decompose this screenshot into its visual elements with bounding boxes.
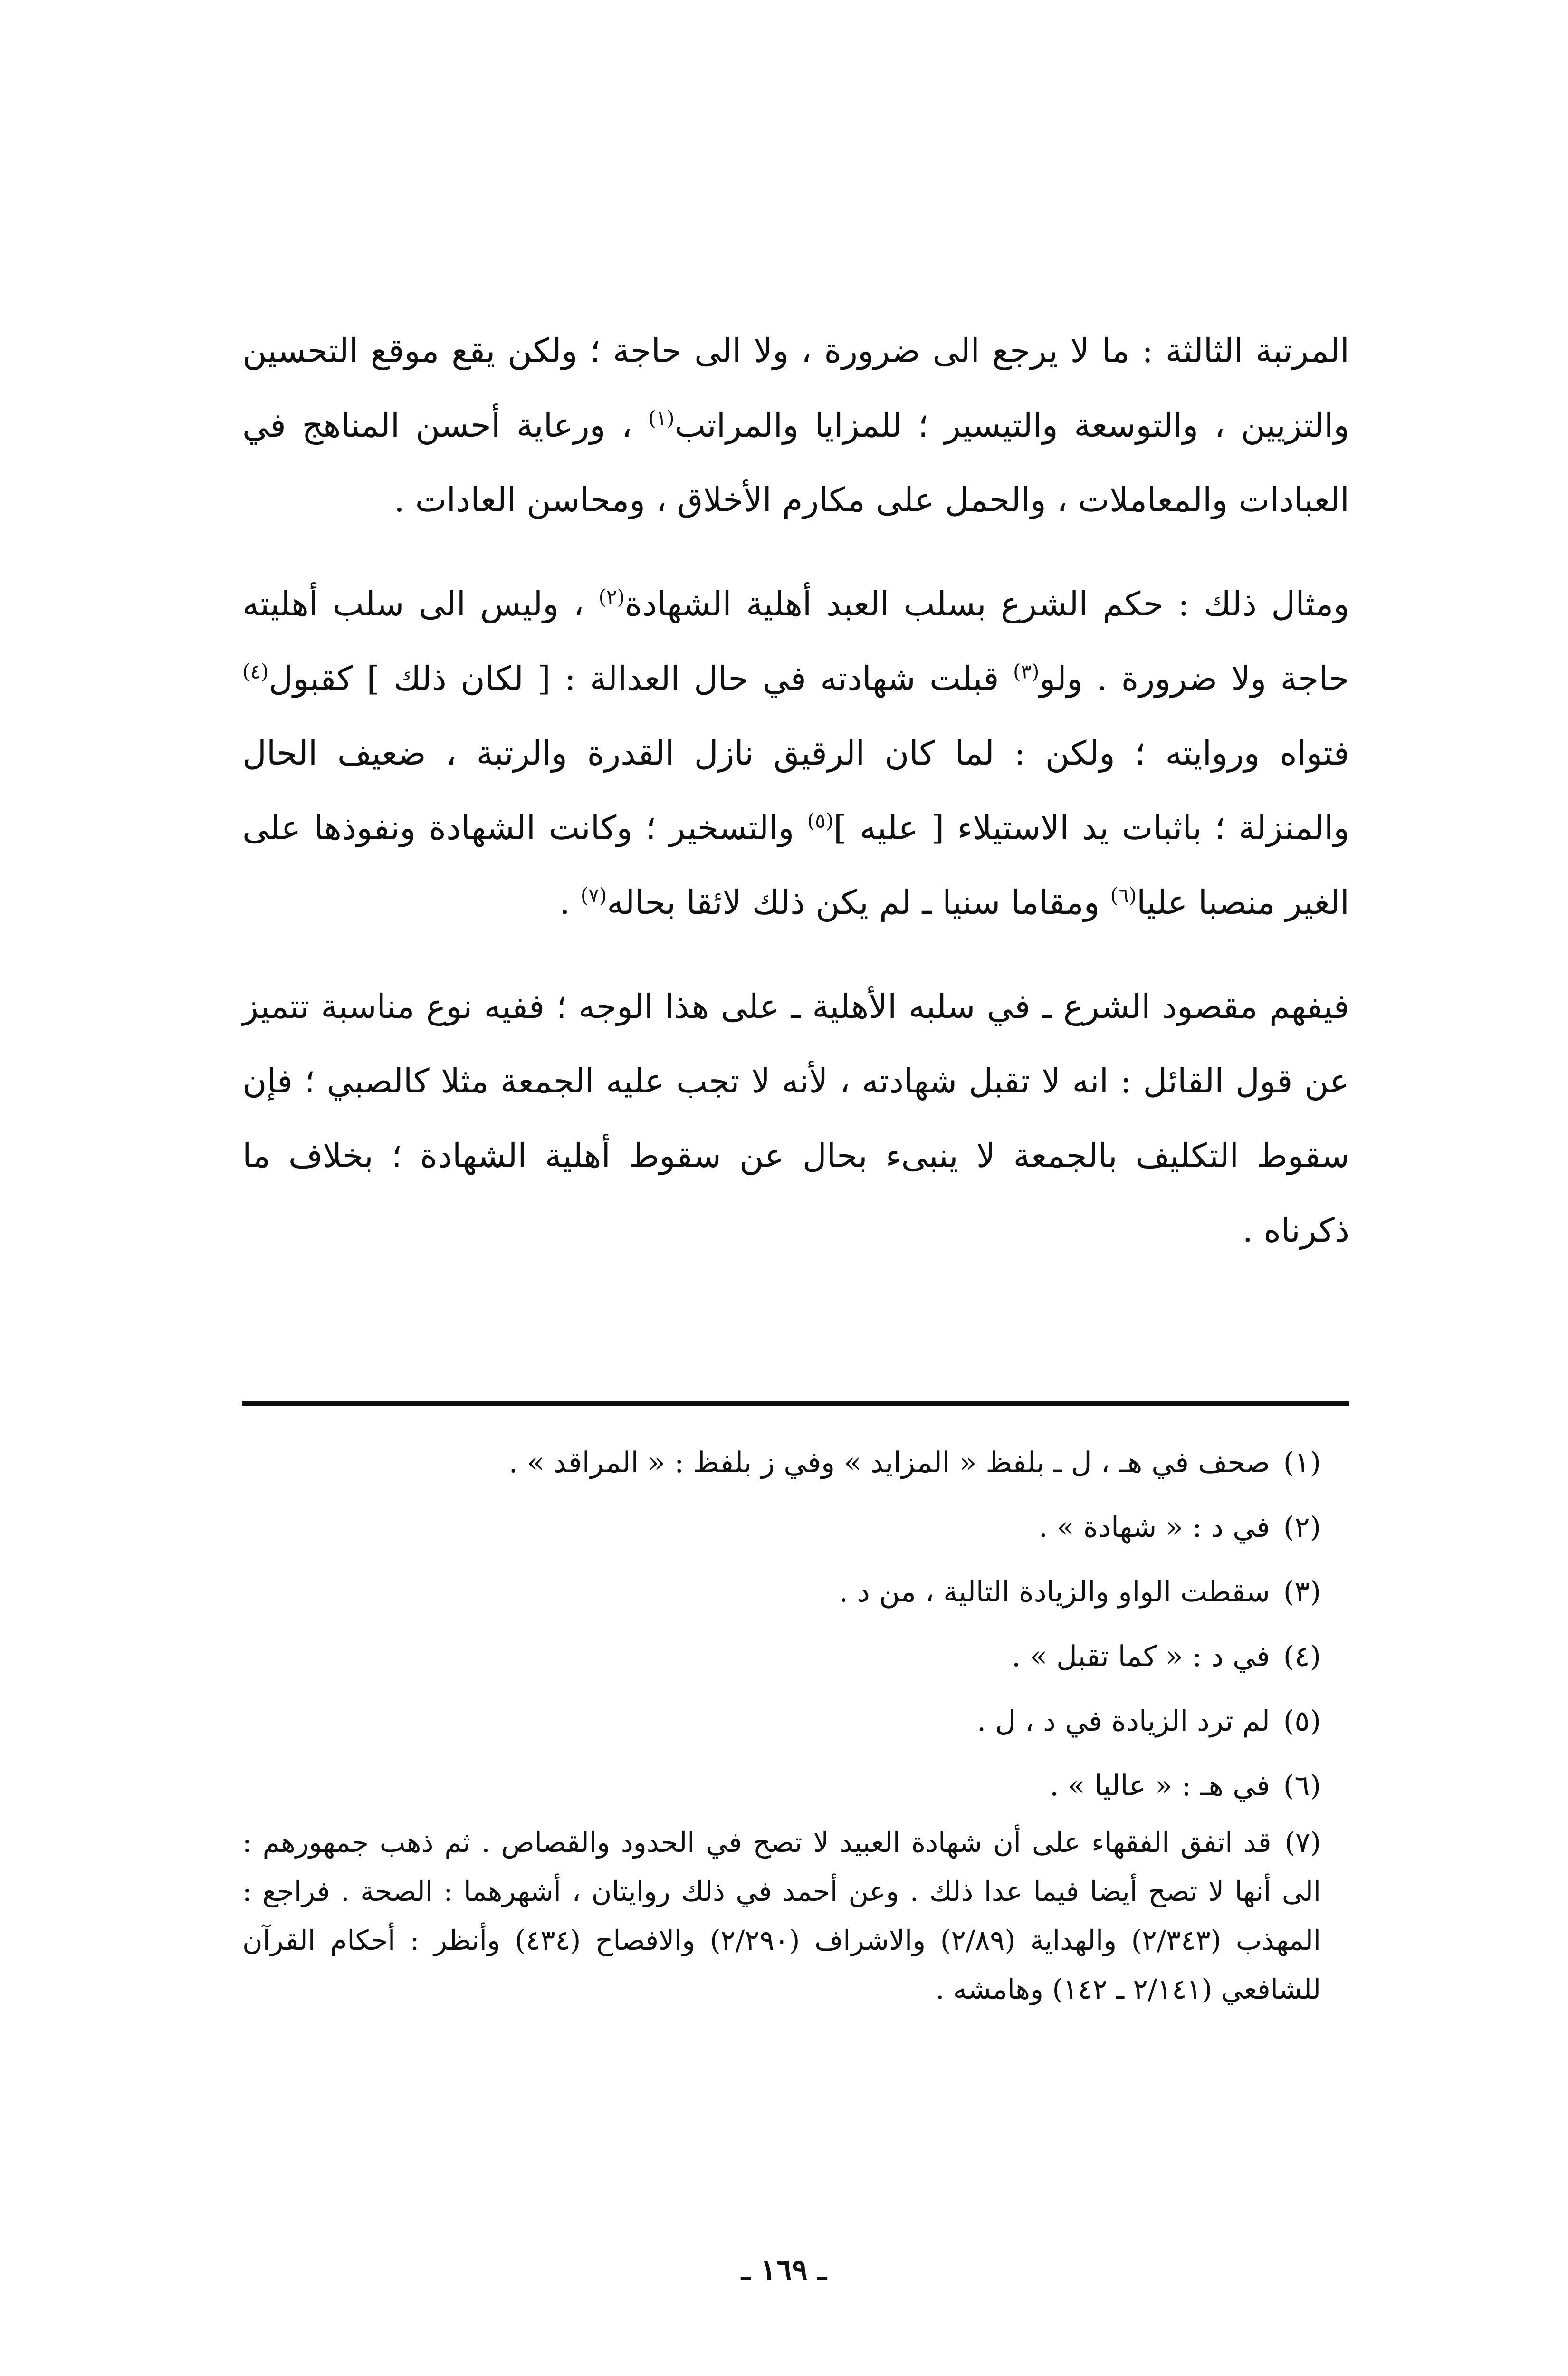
paragraph-text: ، ورعاية أحسن المناهج في العبادات والمعاملات ، والحمل على مكارم الأخلاق ، ومحاسن العادات . — [242, 406, 1349, 519]
footnote-separator — [242, 1401, 1349, 1406]
paragraph-3 — [242, 969, 1349, 1268]
paragraph-text: . — [559, 883, 581, 922]
footnote-reference: (٤) — [242, 660, 269, 683]
footnote-reference: (٣) — [1013, 660, 1040, 683]
paragraph-text: فتواه وروايته ؛ ولكن : لما كان الرقيق نازل القدرة والرتبة ، ضعيف الحال والمنزلة ؛ باثبات يد الاستيلاء [ عليه ] — [242, 734, 1349, 847]
footnote-reference: (٥) — [807, 809, 834, 833]
paragraph-1 — [242, 314, 1349, 537]
footnote-number: (٢) — [1283, 1511, 1321, 1544]
footnote-reference: (٢) — [598, 585, 625, 609]
footnote-1 — [242, 1430, 1349, 1495]
footnote-reference: (٦) — [1110, 883, 1137, 907]
page-number: ـ ١٦٩ ـ — [741, 2252, 827, 2287]
footnote-7 — [242, 1818, 1349, 2014]
footnote-number: (٥) — [1283, 1705, 1321, 1738]
footnote-number: (٣) — [1283, 1575, 1321, 1609]
footnote-text: قد اتفق الفقهاء على أن شهادة العبيد لا تصح في الحدود والقصاص . ثم ذهب جمهورهم : الى أنها لا تصح أيضا فيما عدا ذلك . وعن أحمد في ذلك روايتان ، أشهرهما : الصحة . فراجع : المهذب (٢/٣٤٣) والهداية (٢/٨٩) والاشراف (٢/٢٩٠) والافصاح (٤٣٤) وأنظر : أحكام القرآن للشافعي (٢/١٤١ ـ ١٤٢) وهامشه . — [242, 1826, 1321, 2005]
footnote-number: (٧) — [1284, 1826, 1321, 1859]
footnote-3 — [242, 1560, 1349, 1624]
footnotes — [242, 1430, 1349, 2014]
paragraph-text: ، وليس الى سلب أهليته حاجة ولا ضرورة . ولو — [242, 584, 1349, 698]
paragraph-text: ومقاما سنيا ـ لم يكن ذلك لائقا بحاله — [607, 883, 1110, 922]
footnote-2 — [242, 1495, 1349, 1560]
footnote-5 — [242, 1689, 1349, 1753]
footnote-text: في هـ : « عاليا » . — [1050, 1769, 1270, 1802]
footnote-6 — [242, 1753, 1349, 1818]
paragraph-2 — [242, 567, 1349, 940]
footnote-number: (٦) — [1283, 1769, 1321, 1802]
paragraph-text: المرتبة الثالثة : ما لا يرجع الى ضرورة ، ولا الى حاجة ؛ ولكن يقع موقع التحسين والتزيين ، والتوسعة والتيسير ؛ للمزايا والمراتب — [242, 331, 1349, 445]
footnote-text: في د : « كما تقبل » . — [1012, 1640, 1270, 1673]
paragraph-text: قبلت شهادته في حال العدالة : [ لكان ذلك ] كقبول — [268, 659, 1013, 698]
paragraph-text: فيفهم مقصود الشرع ـ في سلبه الأهلية ـ على هذا الوجه ؛ ففيه نوع مناسبة تتميز عن قول القائل : انه لا تقبل شهادته ، لأنه لا تجب عليه الجمعة مثلا كالصبي ؛ فإن سقوط التكليف بالجمعة لا ينبىء بحال عن سقوط أهلية الشهادة ؛ بخلاف ما ذكرناه . — [242, 987, 1349, 1250]
footnote-text: لم ترد الزيادة في د ، ل . — [977, 1705, 1270, 1738]
footnote-text: صحف في هـ ، ل ـ بلفظ « المزايد » وفي ز بلفظ : « المراقد » . — [508, 1446, 1270, 1479]
footnote-4 — [242, 1624, 1349, 1689]
main-text — [242, 314, 1349, 1297]
footnote-reference: (٧) — [580, 883, 607, 907]
footnote-number: (١) — [1283, 1446, 1321, 1479]
footnote-text: سقطت الواو والزيادة التالية ، من د . — [839, 1575, 1270, 1609]
paragraph-text: ومثال ذلك : حكم الشرع بسلب العبد أهلية الشهادة — [624, 584, 1349, 623]
paragraph-text: والتسخير ؛ وكانت الشهادة ونفوذها على الغير منصبا عليا — [242, 808, 1349, 922]
footnote-reference: (١) — [648, 406, 675, 430]
footnote-text: في د : « شهادة » . — [1039, 1511, 1270, 1544]
footnote-number: (٤) — [1283, 1640, 1321, 1673]
